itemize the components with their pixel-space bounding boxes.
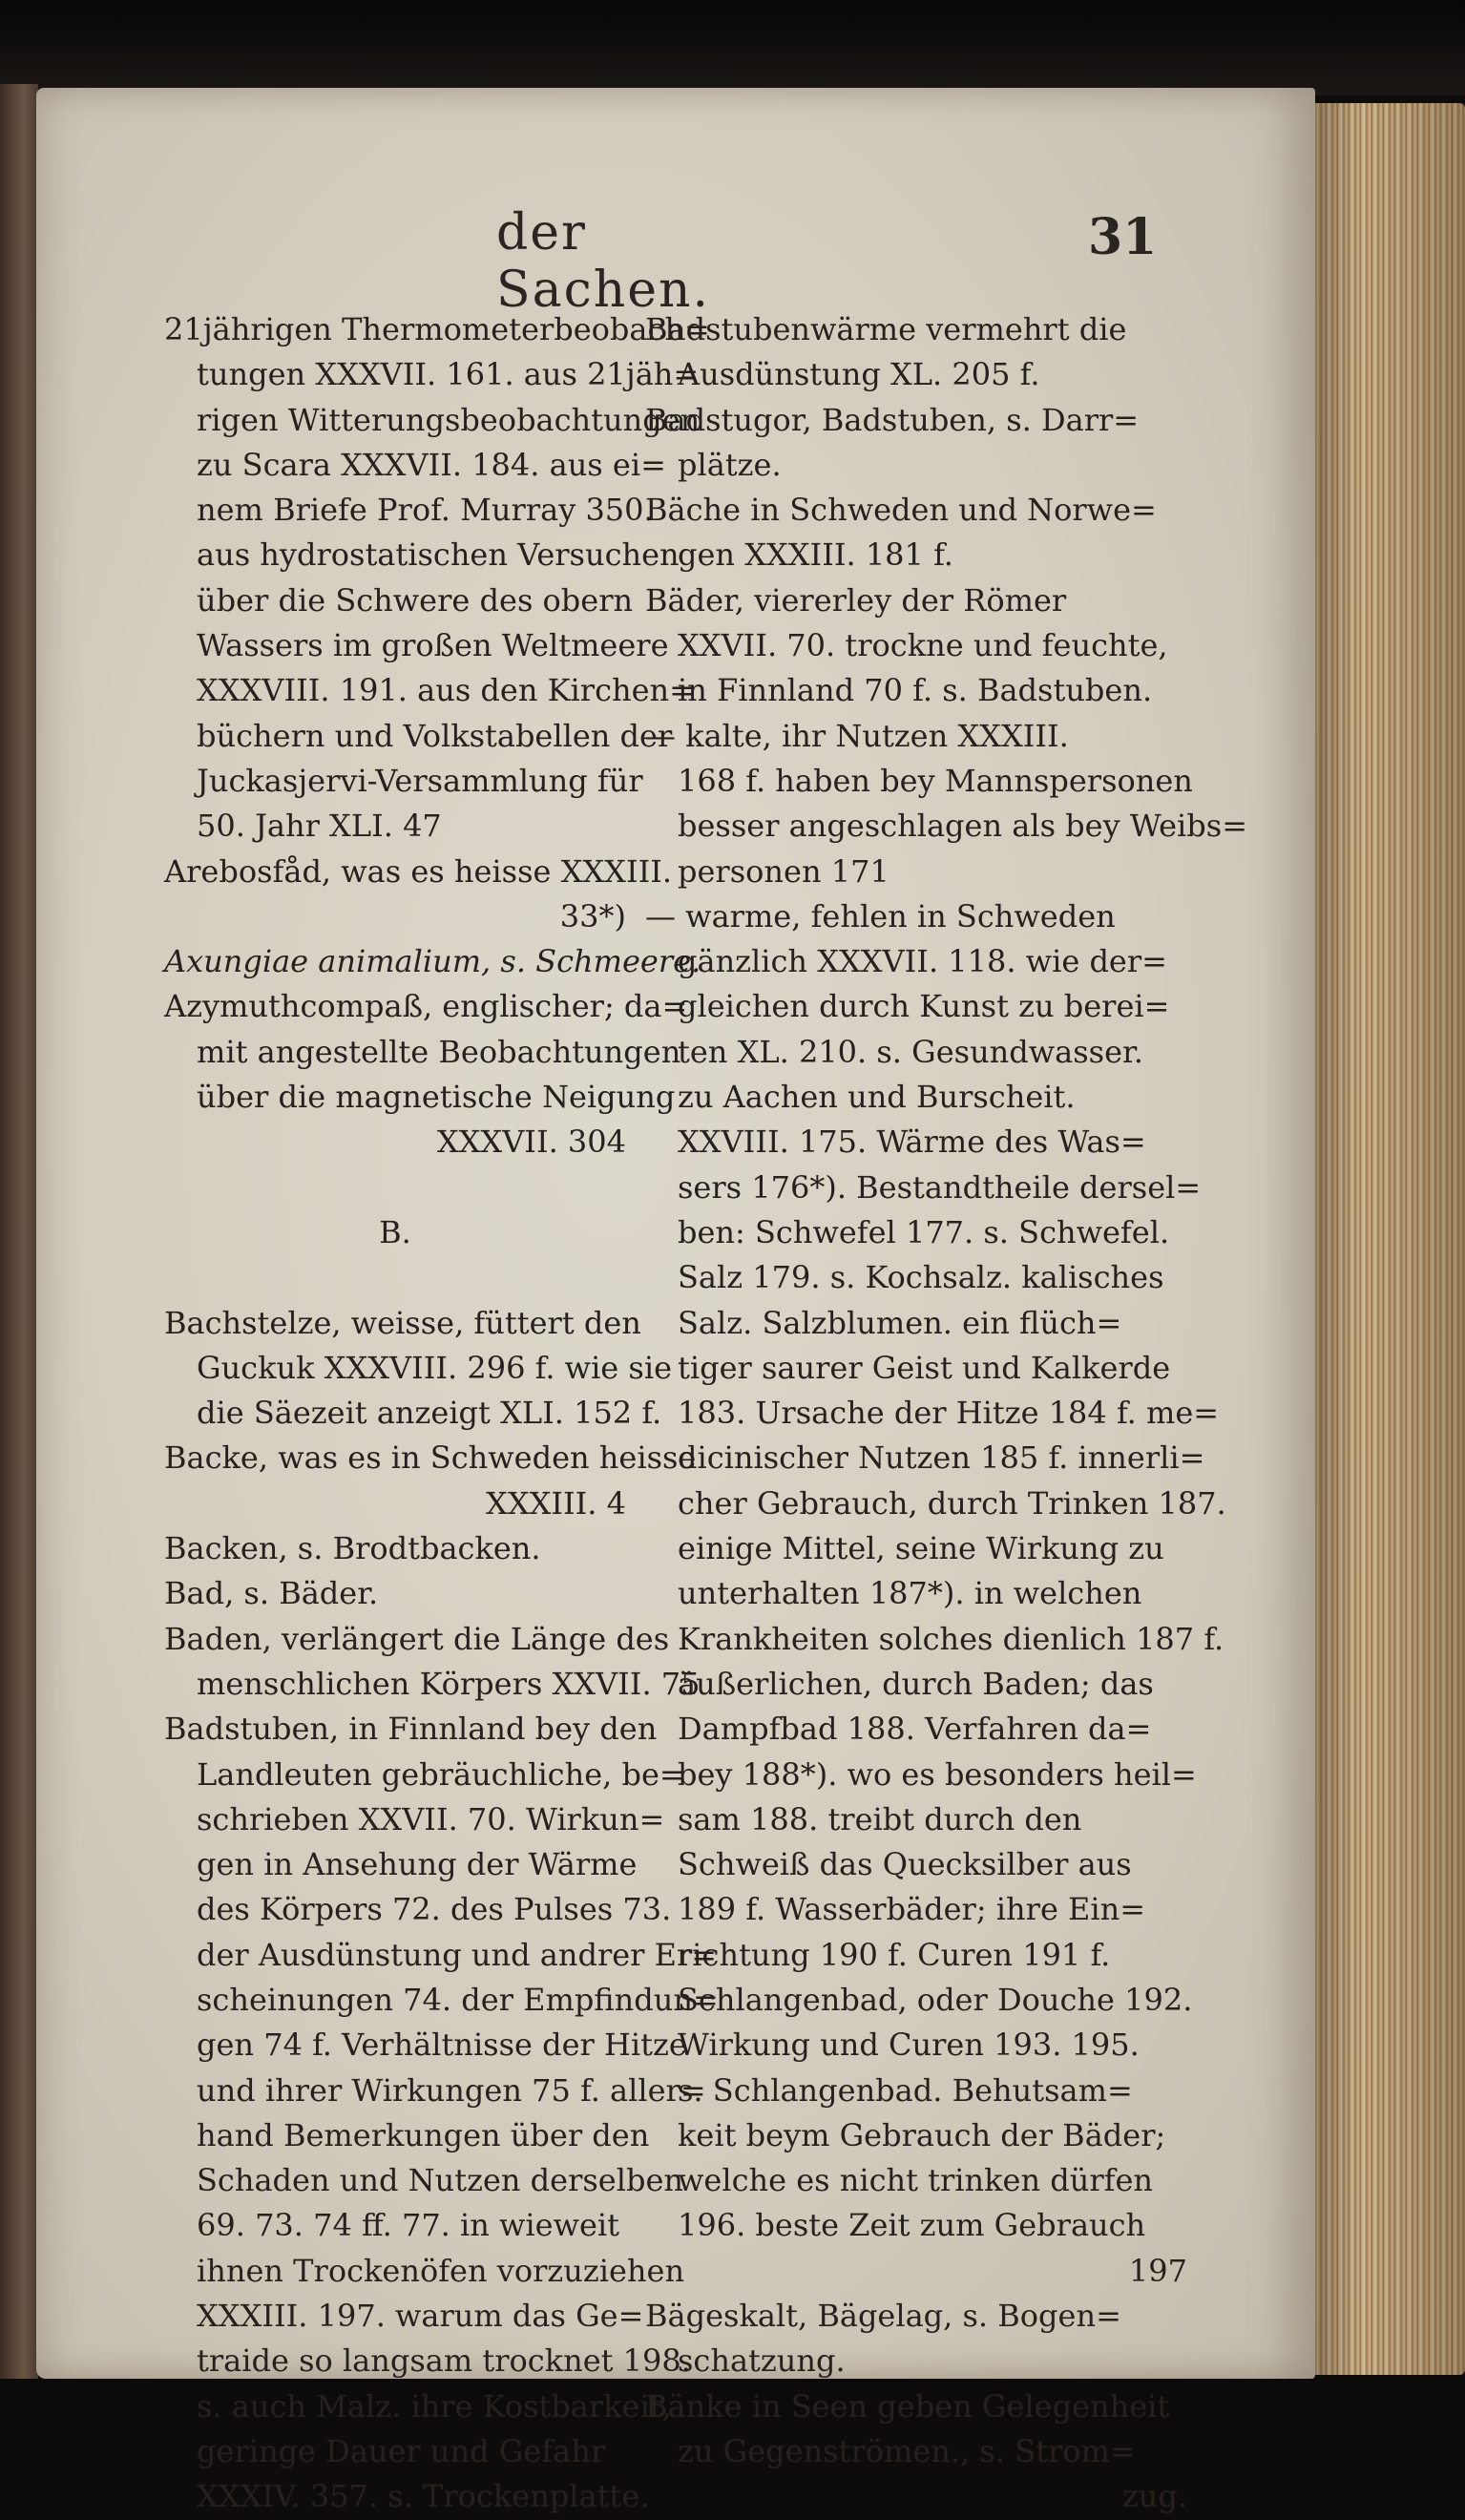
index-line: schrieben XXVII. 70. Wirkun=: [197, 1800, 665, 1838]
index-line: und ihrer Wirkungen 75 f. aller=: [197, 2071, 706, 2109]
index-line: bey 188*). wo es besonders heil=: [678, 1755, 1197, 1793]
index-line: welche es nicht trinken dürfen: [678, 2162, 1154, 2199]
index-line: 168 f. haben bey Mannspersonen: [678, 762, 1193, 799]
index-line: unterhalten 187*). in welchen: [678, 1575, 1142, 1612]
page-edges: [1315, 103, 1465, 2375]
index-line: über die Schwere des obern: [197, 581, 634, 619]
index-line: richtung 190 f. Curen 191 f.: [678, 1936, 1111, 1973]
scan-background-top: [0, 0, 1465, 95]
index-entry-head: Baden, verlängert die Länge des: [164, 1620, 670, 1657]
index-line: 21jährigen Thermometerbeobach=: [164, 311, 710, 347]
index-line: ten XL. 210. s. Gesundwasser.: [678, 1033, 1143, 1070]
index-line: gen in Ansehung der Wärme: [197, 1846, 638, 1883]
index-subentry: — warme, fehlen in Schweden: [645, 897, 1116, 934]
index-line: mit angestellte Beobachtungen: [197, 1033, 681, 1070]
index-line: Landleuten gebräuchliche, be=: [197, 1755, 685, 1793]
index-line: 33*): [559, 897, 626, 934]
index-line: XXVII. 70. trockne und feuchte,: [678, 627, 1168, 664]
index-line: Schaden und Nutzen derselben: [197, 2162, 683, 2199]
index-line: sam 188. treibt durch den: [678, 1800, 1082, 1838]
index-line: XXXVIII. 191. aus den Kirchen=: [197, 672, 695, 709]
index-entry-head: Backe, was es in Schweden heisse: [164, 1439, 697, 1477]
index-line: keit beym Gebrauch der Bäder;: [678, 2116, 1166, 2153]
index-line: XXVIII. 175. Wärme des Was=: [678, 1124, 1146, 1161]
index-line: XXXVII. 304: [436, 1124, 626, 1161]
index-line: menschlichen Körpers XXVII. 75: [197, 1665, 701, 1702]
index-line: Schlangenbad, oder Douche 192.: [678, 1981, 1193, 2018]
index-column-left: [164, 307, 719, 2520]
index-line: personen 171: [678, 852, 889, 890]
index-entry-head: Axungiae animalium, s. Schmeere.: [164, 943, 701, 980]
index-line: s. Schlangenbad. Behutsam=: [678, 2071, 1133, 2109]
index-line: über die magnetische Neigung: [197, 1079, 676, 1116]
index-line: 183. Ursache der Hitze 184 f. me=: [678, 1395, 1220, 1432]
index-line: tungen XXXVII. 161. aus 21jäh=: [197, 356, 700, 393]
index-line: tiger saurer Geist und Kalkerde: [678, 1349, 1171, 1386]
index-line: Salz 179. s. Kochsalz. kalisches: [678, 1259, 1164, 1296]
index-line: in Finnland 70 f. s. Badstuben.: [678, 672, 1153, 709]
index-line: Schweiß das Quecksilber aus: [678, 1846, 1132, 1883]
index-column-right: [645, 307, 1247, 2520]
index-line: scheinungen 74. der Empfindun=: [197, 1981, 719, 2018]
index-line: äußerlichen, durch Baden; das: [678, 1665, 1154, 1702]
running-head: der Sachen.: [496, 204, 711, 319]
index-line: 189 f. Wasserbäder; ihre Ein=: [678, 1891, 1146, 1928]
index-line: dicinischer Nutzen 185 f. innerli=: [678, 1439, 1205, 1477]
index-line: ben: Schwefel 177. s. Schwefel.: [678, 1213, 1170, 1250]
index-line: zug.: [1121, 2478, 1187, 2515]
index-entry-head: Bad, s. Bäder.: [164, 1575, 379, 1612]
index-line: sers 176*). Bestandtheile dersel=: [678, 1168, 1202, 1206]
index-line: zu Scara XXXVII. 184. aus ei=: [197, 446, 666, 483]
index-line: 196. beste Zeit zum Gebrauch: [678, 2207, 1146, 2244]
index-line: gen XXXIII. 181 f.: [678, 536, 953, 574]
index-line: büchern und Volkstabellen der: [197, 717, 673, 754]
index-entry-head: Badstubenwärme vermehrt die: [645, 311, 1127, 347]
index-line: gänzlich XXXVII. 118. wie der=: [678, 943, 1167, 980]
index-line: XXXIII. 4: [486, 1484, 626, 1522]
index-entry-head: Backen, s. Brodtbacken.: [164, 1530, 541, 1567]
index-line: 50. Jahr XLI. 47: [197, 808, 442, 845]
index-entry-head: Arebosfåd, was es heisse XXXIII.: [164, 852, 673, 890]
book-cover-edge: [0, 84, 38, 2428]
index-line: 197: [1128, 2252, 1187, 2289]
index-line: Krankheiten solches dienlich 187 f.: [678, 1620, 1224, 1657]
index-line: Guckuk XXXVIII. 296 f. wie sie: [197, 1349, 672, 1386]
index-line: Salz. Salzblumen. ein flüch=: [678, 1304, 1122, 1341]
index-entry-head: Bäder, viererley der Römer: [645, 581, 1067, 619]
index-entry-head: Bägeskalt, Bägelag, s. Bogen=: [645, 2298, 1121, 2335]
index-line: zu Gegenströmen., s. Strom=: [678, 2432, 1136, 2469]
index-line: Ausdünstung XL. 205 f.: [678, 356, 1040, 393]
index-entry-head: Azymuthcompaß, englischer; da=: [164, 988, 688, 1025]
index-entry-head: Bachstelze, weisse, füttert den: [164, 1304, 641, 1341]
index-entry-head: Bänke in Seen geben Gelegenheit: [645, 2387, 1170, 2425]
index-line: Juckasjervi-Versammlung für: [197, 762, 643, 799]
blank-line: [164, 1166, 626, 1210]
index-line: geringe Dauer und Gefahr: [197, 2432, 606, 2469]
index-line: Dampfbad 188. Verfahren da=: [678, 1711, 1152, 1748]
index-subentry: — kalte, ihr Nutzen XXXIII.: [645, 717, 1069, 754]
index-line: gen 74 f. Verhältnisse der Hitze: [197, 2026, 687, 2064]
index-line: der Ausdünstung und andrer Er=: [197, 1936, 718, 1973]
index-line: 69. 73. 74 ff. 77. in wieweit: [197, 2207, 620, 2244]
index-line: einige Mittel, seine Wirkung zu: [678, 1530, 1164, 1567]
index-line: rigen Witterungsbeobachtungen: [197, 401, 701, 438]
index-entry-head: Badstuben, in Finnland bey den: [164, 1711, 658, 1748]
blank-line: [164, 1255, 626, 1300]
page-number: 31: [1088, 208, 1158, 266]
index-entry-head: Bäche in Schweden und Norwe=: [645, 492, 1157, 529]
index-line: Wirkung und Curen 193. 195.: [678, 2026, 1140, 2064]
index-line: die Säezeit anzeigt XLI. 152 f.: [197, 1395, 662, 1432]
index-line: besser angeschlagen als bey Weibs=: [678, 808, 1247, 845]
index-line: XXXIV. 357. s. Trockenplatte.: [197, 2478, 650, 2515]
index-line: aus hydrostatischen Versuchen: [197, 536, 680, 574]
index-line: XXXIII. 197. warum das Ge=: [197, 2298, 644, 2335]
index-line: gleichen durch Kunst zu berei=: [678, 988, 1170, 1025]
index-line: des Körpers 72. des Pulses 73.: [197, 1891, 672, 1928]
index-line: zu Aachen und Burscheit.: [678, 1079, 1076, 1116]
index-line: nem Briefe Prof. Murray 350.: [197, 492, 654, 529]
index-line: schatzung.: [678, 2342, 846, 2380]
index-entry-head: Badstugor, Badstuben, s. Darr=: [645, 401, 1140, 438]
index-line: plätze.: [678, 446, 782, 483]
index-line: traide so langsam trocknet 198.: [197, 2342, 691, 2380]
index-line: cher Gebrauch, durch Trinken 187.: [678, 1484, 1226, 1522]
index-line: hand Bemerkungen über den: [197, 2116, 650, 2153]
index-line: s. auch Malz. ihre Kostbarkeit,: [197, 2387, 672, 2425]
index-line: Wassers im großen Weltmeere: [197, 627, 669, 664]
index-line: ihnen Trockenöfen vorzuziehen: [197, 2252, 685, 2289]
section-letter: B.: [379, 1213, 411, 1250]
